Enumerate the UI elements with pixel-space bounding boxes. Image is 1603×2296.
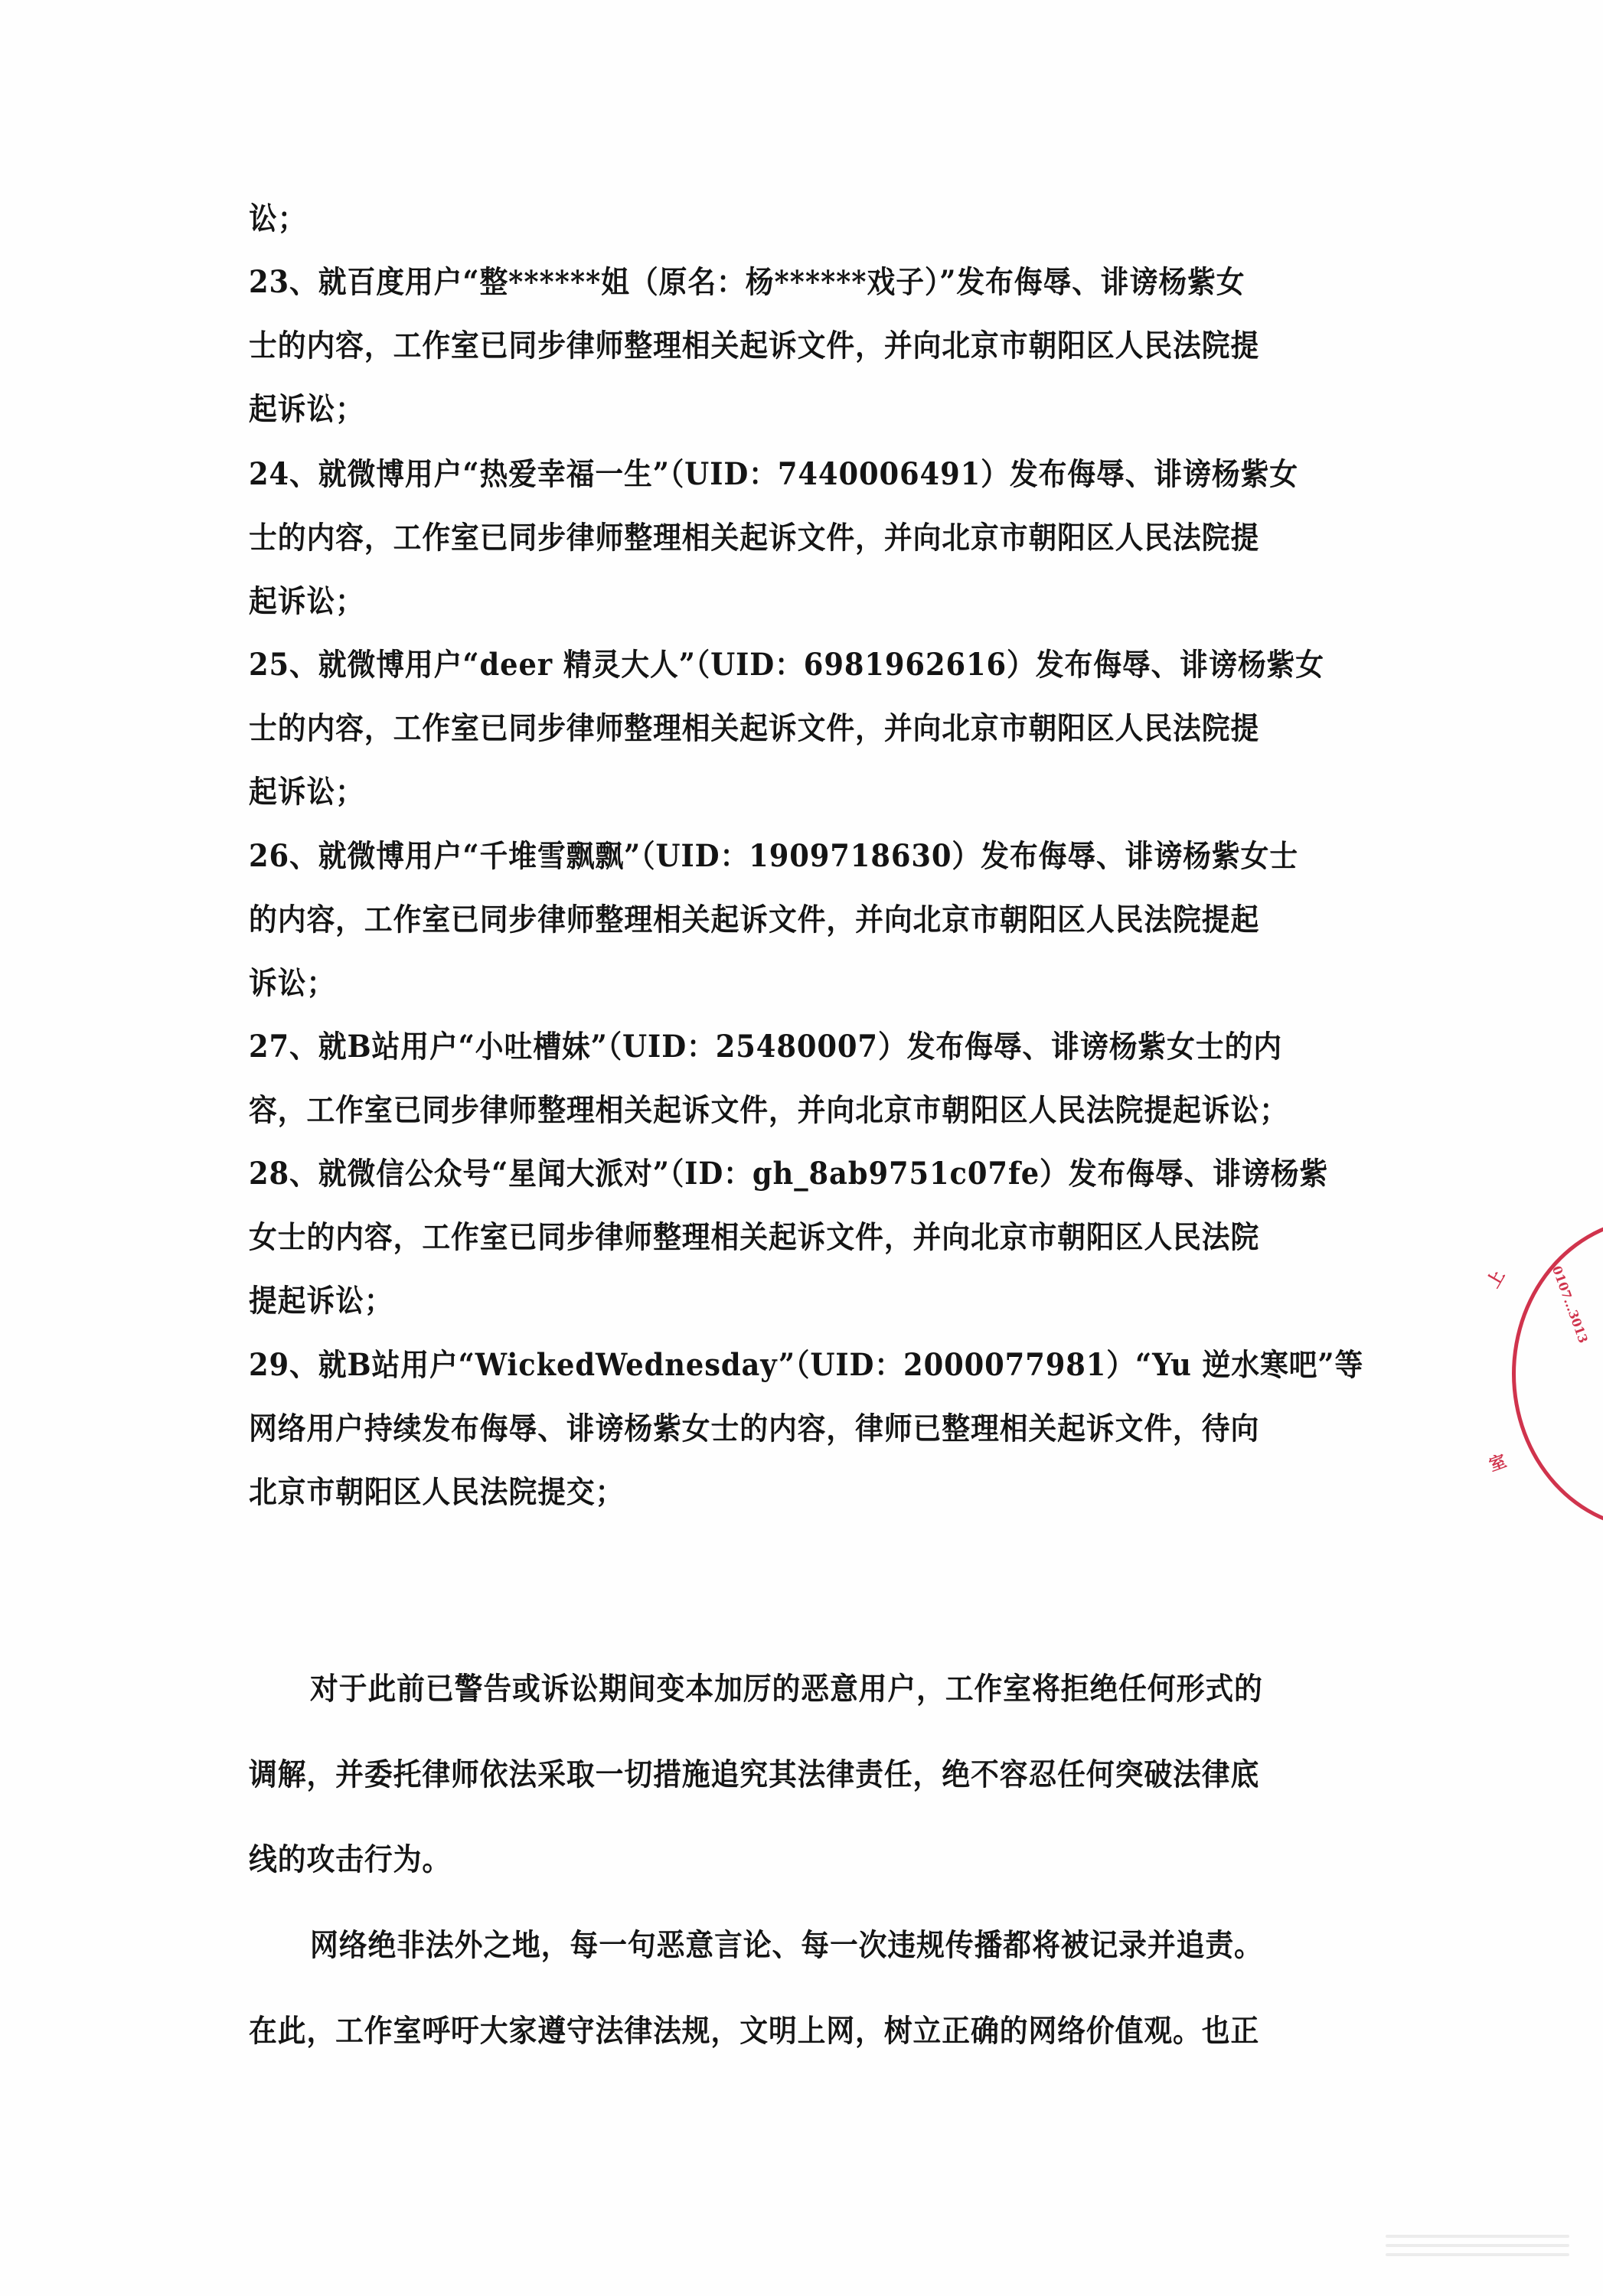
text-line: 提起诉讼； bbox=[249, 1283, 393, 1319]
paragraph-line: 在此，工作室呼吁大家遵守法律法规，文明上网，树立正确的网络价值观。也正 bbox=[249, 2013, 1260, 2049]
paragraph-line: 调解，并委托律师依法采取一切措施追究其法律责任，绝不容忍任何突破法律底 bbox=[249, 1756, 1260, 1792]
paragraph-line: 对于此前已警告或诉讼期间变本加厉的恶意用户，工作室将拒绝任何形式的 bbox=[310, 1671, 1263, 1707]
text-line: 25、就微博用户“deer 精灵大人”（UID：6981962616）发布侮辱、诽谤杨紫女 bbox=[249, 647, 1324, 683]
paragraph-line: 线的攻击行为。 bbox=[249, 1841, 452, 1877]
paragraph-line: 网络绝非法外之地，每一句恶意言论、每一次违规传播都将被记录并追责。 bbox=[310, 1927, 1263, 1963]
stamp-digits: 0107...3013 bbox=[1549, 1264, 1591, 1345]
text-line: 起诉讼； bbox=[249, 583, 364, 619]
text-line: 起诉讼； bbox=[249, 391, 364, 427]
text-line: 诉讼； bbox=[249, 965, 336, 1001]
text-line: 26、就微博用户“千堆雪飘飘”（UID：1909718630）发布侮辱、诽谤杨紫女士 bbox=[249, 838, 1299, 874]
red-seal-stamp bbox=[1483, 1217, 1603, 1531]
stamp-glyph: 室 bbox=[1486, 1450, 1510, 1476]
text-line: 士的内容，工作室已同步律师整理相关起诉文件，并向北京市朝阳区人民法院提 bbox=[249, 328, 1260, 364]
text-line: 29、就B站用户“WickedWednesday”（UID：2000077981）“Yu 逆水寒吧”等 bbox=[249, 1347, 1364, 1383]
text-line: 女士的内容，工作室已同步律师整理相关起诉文件，并向北京市朝阳区人民法院 bbox=[249, 1219, 1260, 1255]
text-line: 容，工作室已同步律师整理相关起诉文件，并向北京市朝阳区人民法院提起诉讼； bbox=[249, 1092, 1288, 1128]
text-line: 24、就微博用户“热爱幸福一生”（UID：7440006491）发布侮辱、诽谤杨紫女 bbox=[249, 456, 1299, 492]
text-line: 士的内容，工作室已同步律师整理相关起诉文件，并向北京市朝阳区人民法院提 bbox=[249, 520, 1260, 556]
text-line: 起诉讼； bbox=[249, 774, 364, 810]
text-line: 28、就微信公众号“星闻大派对”（ID：gh_8ab9751c07fe）发布侮辱、诽谤杨紫 bbox=[249, 1156, 1329, 1192]
text-line: 讼； bbox=[249, 201, 307, 236]
text-line: 网络用户持续发布侮辱、诽谤杨紫女士的内容，律师已整理相关起诉文件，待向 bbox=[249, 1411, 1260, 1446]
text-line: 27、就B站用户“小吐槽妹”（UID：25480007）发布侮辱、诽谤杨紫女士的内 bbox=[249, 1029, 1283, 1065]
text-line: 的内容，工作室已同步律师整理相关起诉文件，并向北京市朝阳区人民法院提起 bbox=[249, 902, 1260, 938]
text-line: 23、就百度用户“整******姐（原名：杨******戏子）”发布侮辱、诽谤杨紫女 bbox=[249, 264, 1246, 300]
stamp-glyph: 上 bbox=[1483, 1267, 1510, 1292]
text-line: 北京市朝阳区人民法院提交； bbox=[249, 1474, 625, 1510]
watermark-icon bbox=[1386, 2235, 1569, 2265]
text-line: 士的内容，工作室已同步律师整理相关起诉文件，并向北京市朝阳区人民法院提 bbox=[249, 710, 1260, 746]
